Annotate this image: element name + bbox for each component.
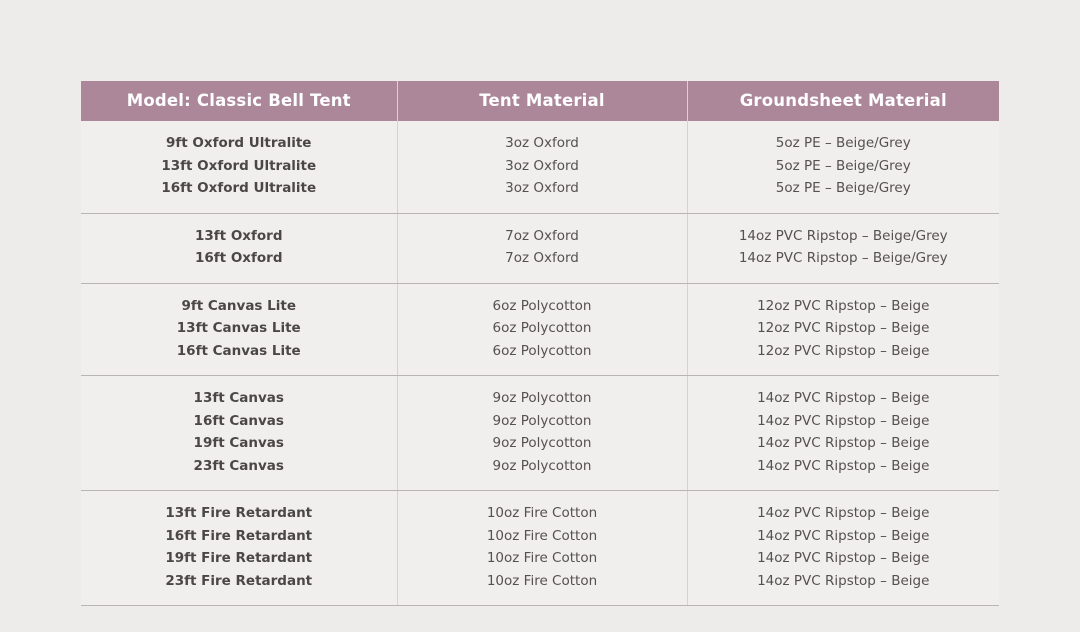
model-name: 16ft Fire Retardant: [165, 527, 313, 544]
tent-material-value: 6oz Polycotton: [492, 297, 592, 314]
cell-tent-material: [397, 121, 687, 213]
cell-tent-material: [397, 491, 687, 606]
tent-material-value: 9oz Polycotton: [492, 412, 592, 429]
table-row: [81, 213, 999, 283]
tent-material-value: 10oz Fire Cotton: [486, 550, 598, 566]
tent-material-value: 3oz Oxford: [505, 180, 579, 196]
column-header-model: Model: Classic Bell Tent: [81, 81, 397, 121]
table-row: [81, 283, 999, 376]
table-body: [81, 121, 999, 606]
cell-models: [81, 376, 397, 491]
column-header-groundsheet-material: Groundsheet Material: [687, 81, 999, 121]
table-header: [81, 81, 999, 121]
cell-models: [81, 121, 397, 213]
model-name: 19ft Fire Retardant: [165, 550, 313, 566]
cell-groundsheet-material: [687, 376, 999, 491]
tent-material-value: 3oz Oxford: [505, 135, 579, 151]
model-name: 16ft Oxford Ultralite: [161, 180, 317, 196]
header-row: [81, 81, 999, 121]
groundsheet-material-value: 5oz PE – Beige/Grey: [775, 157, 911, 174]
cell-groundsheet-material: [687, 121, 999, 213]
tent-material-value: 10oz Fire Cotton: [486, 527, 598, 544]
groundsheet-material-value: 12oz PVC Ripstop – Beige: [757, 297, 930, 314]
groundsheet-material-value: 14oz PVC Ripstop – Beige: [757, 457, 930, 474]
tent-material-value: 6oz Polycotton: [492, 342, 592, 359]
model-name: 13ft Fire Retardant: [165, 505, 313, 521]
model-name: 16ft Oxford: [195, 250, 283, 266]
groundsheet-material-value: 14oz PVC Ripstop – Beige: [757, 505, 930, 521]
tent-material-value: 9oz Polycotton: [492, 457, 592, 474]
tent-material-value: 9oz Polycotton: [492, 390, 592, 406]
tent-material-value: 7oz Oxford: [505, 227, 579, 244]
groundsheet-material-value: 14oz PVC Ripstop – Beige: [757, 390, 930, 406]
groundsheet-material-value: 14oz PVC Ripstop – Beige/Grey: [738, 227, 948, 244]
tent-material-value: 3oz Oxford: [505, 157, 579, 174]
groundsheet-material-value: 14oz PVC Ripstop – Beige/Grey: [738, 250, 948, 266]
model-name: 9ft Canvas Lite: [181, 297, 297, 314]
cell-models: [81, 213, 397, 283]
model-name: 16ft Canvas: [193, 412, 284, 429]
groundsheet-material-value: 5oz PE – Beige/Grey: [775, 135, 911, 151]
cell-tent-material: [397, 283, 687, 376]
groundsheet-material-value: 14oz PVC Ripstop – Beige: [757, 527, 930, 544]
tent-material-value: 10oz Fire Cotton: [486, 572, 598, 589]
model-name: 23ft Canvas: [193, 457, 284, 474]
table-row: [81, 491, 999, 606]
tent-material-value: 9oz Polycotton: [492, 435, 592, 451]
cell-tent-material: [397, 213, 687, 283]
cell-groundsheet-material: [687, 283, 999, 376]
model-name: 13ft Oxford: [195, 227, 283, 244]
cell-models: [81, 283, 397, 376]
model-name: 13ft Oxford Ultralite: [161, 157, 317, 174]
groundsheet-material-value: 14oz PVC Ripstop – Beige: [757, 550, 930, 566]
model-name: 16ft Canvas Lite: [176, 342, 301, 359]
tent-material-value: 6oz Polycotton: [492, 320, 592, 336]
table-row: [81, 376, 999, 491]
model-name: 19ft Canvas: [193, 435, 284, 451]
groundsheet-material-value: 14oz PVC Ripstop – Beige: [757, 572, 930, 589]
groundsheet-material-value: 14oz PVC Ripstop – Beige: [757, 435, 930, 451]
cell-tent-material: [397, 376, 687, 491]
model-name: 9ft Oxford Ultralite: [166, 135, 312, 151]
model-name: 23ft Fire Retardant: [165, 572, 313, 589]
tent-specification-table: [81, 81, 999, 606]
cell-groundsheet-material: [687, 213, 999, 283]
groundsheet-material-value: 12oz PVC Ripstop – Beige: [757, 320, 930, 336]
groundsheet-material-value: 14oz PVC Ripstop – Beige: [757, 412, 930, 429]
groundsheet-material-value: 5oz PE – Beige/Grey: [775, 180, 911, 196]
tent-material-value: 10oz Fire Cotton: [486, 505, 598, 521]
spec-table-container: [81, 81, 999, 606]
model-name: 13ft Canvas: [193, 390, 284, 406]
column-header-tent-material: Tent Material: [397, 81, 687, 121]
table-row: [81, 121, 999, 213]
cell-models: [81, 491, 397, 606]
groundsheet-material-value: 12oz PVC Ripstop – Beige: [757, 342, 930, 359]
cell-groundsheet-material: [687, 491, 999, 606]
model-name: 13ft Canvas Lite: [176, 320, 301, 336]
tent-material-value: 7oz Oxford: [505, 250, 579, 266]
